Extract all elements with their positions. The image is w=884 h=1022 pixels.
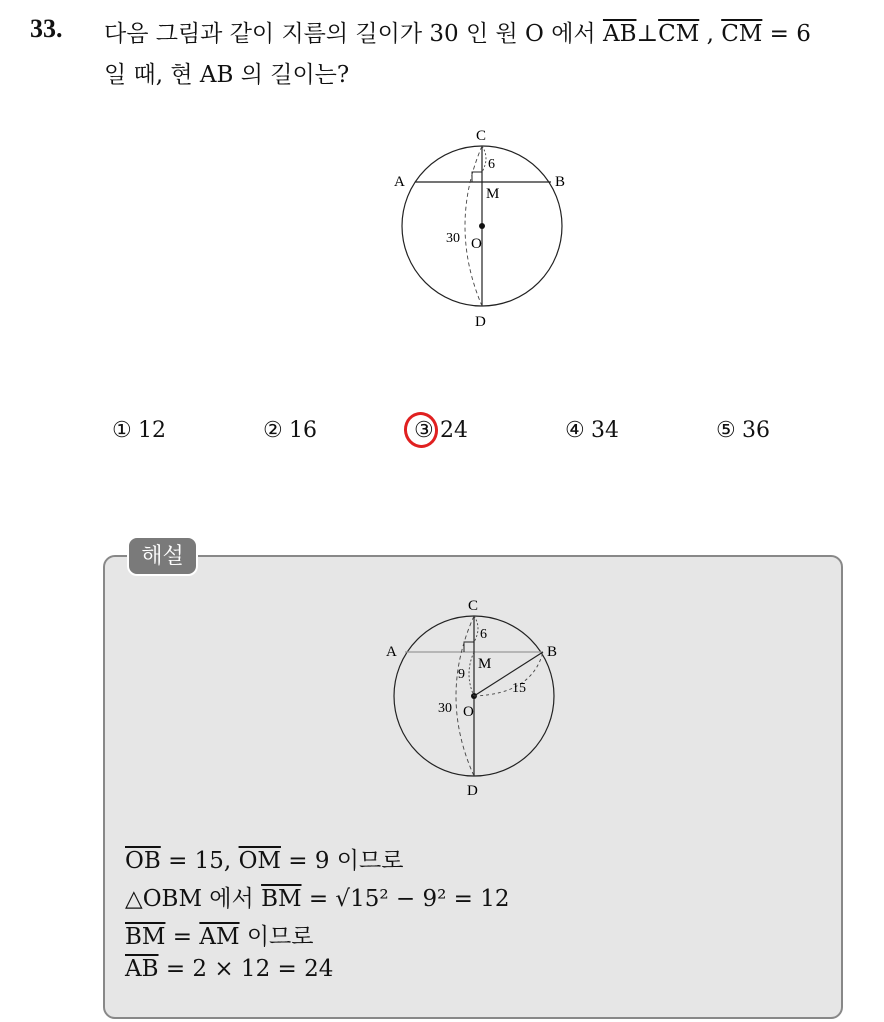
segment-ob: $\overline{OB}$ bbox=[125, 848, 161, 874]
choice-4-value: 34 bbox=[591, 418, 619, 443]
label-a: A bbox=[394, 174, 405, 190]
center-dot bbox=[479, 223, 485, 229]
segment-ab: $\overline{AB}$ bbox=[602, 21, 637, 47]
perp-symbol: ⊥ bbox=[636, 21, 659, 47]
solution-line-2a: △OBM 에서 bbox=[125, 886, 262, 912]
solution-line-1a: = 15, bbox=[160, 848, 239, 874]
solution-label-b: B bbox=[547, 644, 558, 660]
solution-brace-9 bbox=[469, 652, 474, 696]
label-6: 6 bbox=[488, 157, 495, 172]
solution-line-2b: = bbox=[301, 886, 336, 912]
solution-label-a: A bbox=[386, 644, 397, 660]
sqrt-expression: √15² − 9² bbox=[335, 886, 447, 912]
solution-figure bbox=[372, 590, 582, 800]
choice-2-value: 16 bbox=[289, 418, 317, 443]
segment-cm: $\overline{CM}$ bbox=[658, 21, 700, 47]
choice-4[interactable] bbox=[565, 418, 619, 443]
solution-label: 해설 bbox=[127, 536, 198, 576]
segment-cm-2: $\overline{CM}$ bbox=[721, 21, 763, 47]
solution-label-6: 6 bbox=[480, 627, 487, 642]
brace-6 bbox=[482, 146, 486, 172]
segment-om: $\overline{OM}$ bbox=[238, 848, 281, 874]
solution-line-4a: = 2 × 12 = 24 bbox=[158, 956, 334, 982]
label-m: M bbox=[486, 186, 500, 202]
solution-label-m: M bbox=[478, 656, 492, 672]
segment-am: $\overline{AM}$ bbox=[199, 924, 240, 950]
choice-3-mark: ③ bbox=[414, 418, 434, 443]
question-eq: = 6 bbox=[762, 21, 811, 47]
solution-line-3a: = bbox=[165, 924, 200, 950]
label-c: C bbox=[476, 128, 487, 144]
solution-line-1b: = 9 이므로 bbox=[280, 848, 404, 874]
label-30: 30 bbox=[446, 231, 460, 246]
choice-5-value: 36 bbox=[742, 418, 770, 443]
question-text-1a: 다음 그림과 같이 지름의 길이가 30 인 원 O 에서 bbox=[104, 21, 603, 47]
answer-choices bbox=[0, 418, 884, 452]
choice-2-mark: ② bbox=[263, 418, 283, 443]
solution-right-angle-mark bbox=[464, 642, 474, 652]
solution-line-2c: = 12 bbox=[446, 886, 510, 912]
solution-brace-6 bbox=[474, 616, 478, 642]
label-o: O bbox=[471, 236, 482, 252]
choice-1[interactable] bbox=[112, 418, 166, 443]
solution-line-2 bbox=[125, 880, 509, 913]
solution-label-30: 30 bbox=[438, 701, 452, 716]
solution-line-1 bbox=[125, 842, 403, 875]
right-angle-mark bbox=[472, 172, 482, 182]
label-d: D bbox=[475, 314, 486, 330]
choice-5-mark: ⑤ bbox=[716, 418, 736, 443]
solution-line-4 bbox=[125, 956, 333, 982]
choice-2[interactable] bbox=[263, 418, 317, 443]
segment-ab-2: $\overline{AB}$ bbox=[125, 956, 159, 982]
solution-label-o: O bbox=[463, 704, 474, 720]
circle-figure bbox=[380, 120, 580, 335]
segment-bm-2: $\overline{BM}$ bbox=[125, 924, 166, 950]
solution-line-3 bbox=[125, 918, 314, 951]
choice-1-mark: ① bbox=[112, 418, 132, 443]
choice-5[interactable] bbox=[716, 418, 770, 443]
label-b: B bbox=[555, 174, 566, 190]
solution-label-c: C bbox=[468, 598, 479, 614]
solution-label-d: D bbox=[467, 783, 478, 799]
choice-1-value: 12 bbox=[138, 418, 166, 443]
question-line-2: 일 때, 현 AB 의 길이는? bbox=[104, 62, 350, 88]
question-sep: , bbox=[699, 21, 722, 47]
choice-3-value: 24 bbox=[440, 418, 468, 443]
question-line-1 bbox=[104, 15, 811, 48]
segment-bm: $\overline{BM}$ bbox=[261, 886, 302, 912]
solution-label-15: 15 bbox=[512, 681, 526, 696]
question-number: 33. bbox=[30, 14, 63, 43]
choice-4-mark: ④ bbox=[565, 418, 585, 443]
solution-label-9: 9 bbox=[458, 667, 465, 682]
solution-line-3b: 이므로 bbox=[239, 924, 314, 950]
